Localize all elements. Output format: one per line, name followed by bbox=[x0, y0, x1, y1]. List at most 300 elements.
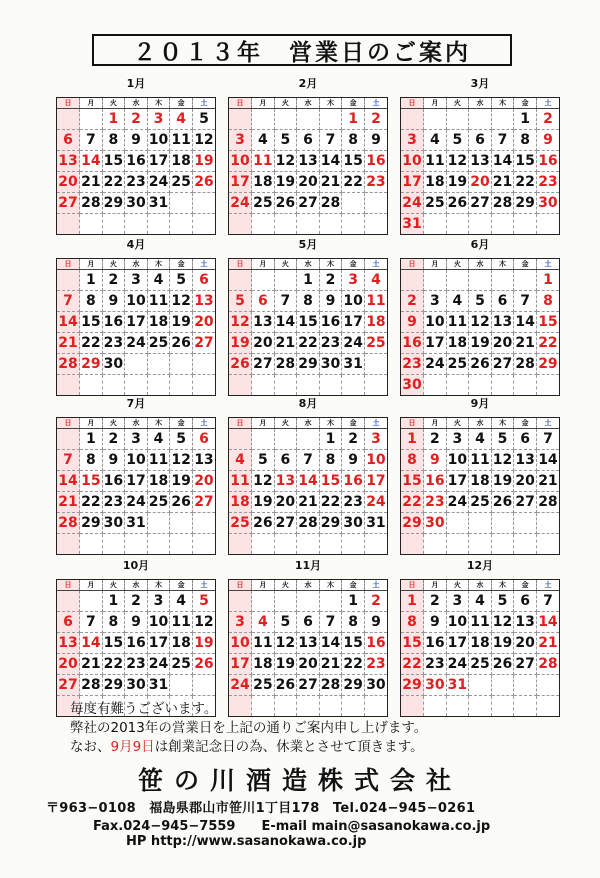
day-cell: 29 bbox=[102, 675, 125, 696]
day-cell bbox=[147, 375, 170, 396]
day-cell: 16 bbox=[536, 151, 559, 172]
day-cell: 2 bbox=[364, 591, 387, 612]
day-cell: 20 bbox=[57, 654, 80, 675]
day-cell: 20 bbox=[514, 471, 537, 492]
day-cell: 20 bbox=[297, 654, 320, 675]
day-cell: 8 bbox=[401, 612, 424, 633]
day-cell bbox=[57, 534, 80, 555]
weekday-header: 土 bbox=[364, 98, 387, 109]
day-cell: 18 bbox=[424, 172, 447, 193]
day-cell: 8 bbox=[102, 612, 125, 633]
day-cell: 6 bbox=[514, 429, 537, 450]
day-cell: 22 bbox=[80, 333, 103, 354]
day-cell: 8 bbox=[342, 130, 365, 151]
day-cell: 4 bbox=[364, 270, 387, 291]
weekday-header: 水 bbox=[297, 418, 320, 429]
day-cell: 2 bbox=[401, 291, 424, 312]
day-cell: 3 bbox=[125, 270, 148, 291]
day-cell bbox=[514, 375, 537, 396]
weekday-header: 日 bbox=[57, 580, 80, 591]
day-cell: 9 bbox=[364, 130, 387, 151]
month-label: 2月 bbox=[298, 77, 318, 90]
day-cell: 21 bbox=[57, 333, 80, 354]
weekday-header: 水 bbox=[469, 259, 492, 270]
day-cell bbox=[364, 354, 387, 375]
month-label: 12月 bbox=[466, 559, 494, 572]
day-cell: 17 bbox=[446, 633, 469, 654]
day-cell: 30 bbox=[125, 675, 148, 696]
day-cell: 25 bbox=[469, 654, 492, 675]
day-cell: 21 bbox=[319, 172, 342, 193]
day-cell: 14 bbox=[57, 471, 80, 492]
weekday-header: 土 bbox=[536, 259, 559, 270]
day-cell: 12 bbox=[192, 130, 215, 151]
day-cell: 25 bbox=[170, 654, 193, 675]
day-cell: 26 bbox=[170, 492, 193, 513]
day-cell: 4 bbox=[252, 130, 275, 151]
day-cell: 12 bbox=[446, 151, 469, 172]
day-cell: 10 bbox=[424, 312, 447, 333]
day-cell: 2 bbox=[102, 429, 125, 450]
month-label: 10月 bbox=[122, 559, 150, 572]
day-cell: 11 bbox=[147, 450, 170, 471]
weekday-header: 火 bbox=[102, 98, 125, 109]
day-cell: 2 bbox=[424, 591, 447, 612]
day-cell: 2 bbox=[125, 109, 148, 130]
day-cell: 8 bbox=[319, 450, 342, 471]
day-cell: 23 bbox=[364, 654, 387, 675]
day-cell: 23 bbox=[342, 492, 365, 513]
month-table bbox=[400, 579, 560, 717]
day-cell bbox=[297, 591, 320, 612]
day-cell: 13 bbox=[469, 151, 492, 172]
day-cell: 18 bbox=[252, 172, 275, 193]
day-cell: 17 bbox=[401, 172, 424, 193]
day-cell: 22 bbox=[342, 654, 365, 675]
day-cell bbox=[192, 354, 215, 375]
day-cell bbox=[536, 675, 559, 696]
day-cell bbox=[446, 214, 469, 235]
day-cell: 1 bbox=[102, 109, 125, 130]
day-cell bbox=[491, 534, 514, 555]
day-cell: 15 bbox=[297, 312, 320, 333]
day-cell: 20 bbox=[297, 172, 320, 193]
day-cell bbox=[469, 109, 492, 130]
day-cell bbox=[125, 214, 148, 235]
note-line-3-post: は創業記念日の為、休業とさせて頂きます。 bbox=[154, 739, 424, 755]
day-cell: 26 bbox=[192, 654, 215, 675]
day-cell: 7 bbox=[536, 429, 559, 450]
day-cell bbox=[364, 534, 387, 555]
day-cell: 29 bbox=[102, 193, 125, 214]
day-cell: 5 bbox=[229, 291, 252, 312]
day-cell: 14 bbox=[536, 450, 559, 471]
day-cell: 5 bbox=[274, 612, 297, 633]
day-cell: 14 bbox=[80, 633, 103, 654]
day-cell: 30 bbox=[125, 193, 148, 214]
day-cell: 6 bbox=[297, 612, 320, 633]
day-cell: 29 bbox=[80, 354, 103, 375]
day-cell: 31 bbox=[125, 513, 148, 534]
day-cell: 29 bbox=[80, 513, 103, 534]
day-cell: 26 bbox=[192, 172, 215, 193]
day-cell: 24 bbox=[424, 354, 447, 375]
day-cell: 11 bbox=[229, 471, 252, 492]
weekday-header: 土 bbox=[536, 418, 559, 429]
day-cell bbox=[192, 214, 215, 235]
day-cell: 6 bbox=[274, 450, 297, 471]
day-cell: 23 bbox=[125, 654, 148, 675]
day-cell: 11 bbox=[469, 450, 492, 471]
day-cell: 4 bbox=[469, 591, 492, 612]
month-table bbox=[56, 97, 216, 235]
day-cell: 23 bbox=[424, 654, 447, 675]
day-cell bbox=[491, 513, 514, 534]
month-label: 8月 bbox=[298, 397, 318, 410]
day-cell: 18 bbox=[147, 471, 170, 492]
day-cell bbox=[274, 109, 297, 130]
weekday-header: 金 bbox=[342, 418, 365, 429]
day-cell: 18 bbox=[469, 471, 492, 492]
day-cell: 31 bbox=[401, 214, 424, 235]
day-cell: 14 bbox=[491, 151, 514, 172]
day-cell: 19 bbox=[491, 471, 514, 492]
day-cell: 24 bbox=[125, 333, 148, 354]
note-line-1: 毎度有難うございます。 bbox=[70, 701, 218, 717]
weekday-header: 水 bbox=[125, 259, 148, 270]
day-cell: 2 bbox=[319, 270, 342, 291]
day-cell: 19 bbox=[170, 471, 193, 492]
day-cell: 28 bbox=[514, 354, 537, 375]
month-table bbox=[228, 417, 388, 555]
day-cell: 1 bbox=[297, 270, 320, 291]
weekday-header: 金 bbox=[342, 580, 365, 591]
day-cell: 31 bbox=[147, 675, 170, 696]
day-cell: 5 bbox=[446, 130, 469, 151]
day-cell bbox=[446, 375, 469, 396]
day-cell: 16 bbox=[102, 471, 125, 492]
weekday-header: 日 bbox=[401, 259, 424, 270]
day-cell: 7 bbox=[80, 612, 103, 633]
weekday-header: 日 bbox=[401, 580, 424, 591]
day-cell: 7 bbox=[491, 130, 514, 151]
day-cell bbox=[491, 214, 514, 235]
day-cell: 25 bbox=[364, 333, 387, 354]
weekday-header: 月 bbox=[252, 580, 275, 591]
day-cell: 19 bbox=[229, 333, 252, 354]
day-cell: 19 bbox=[192, 151, 215, 172]
day-cell: 11 bbox=[147, 291, 170, 312]
day-cell: 14 bbox=[274, 312, 297, 333]
day-cell: 21 bbox=[80, 654, 103, 675]
day-cell bbox=[80, 214, 103, 235]
month-table bbox=[56, 258, 216, 396]
day-cell: 7 bbox=[57, 450, 80, 471]
day-cell: 1 bbox=[342, 109, 365, 130]
day-cell: 6 bbox=[491, 291, 514, 312]
day-cell: 12 bbox=[170, 291, 193, 312]
day-cell: 12 bbox=[469, 312, 492, 333]
weekday-header: 水 bbox=[125, 418, 148, 429]
day-cell: 18 bbox=[229, 492, 252, 513]
day-cell bbox=[536, 513, 559, 534]
day-cell: 13 bbox=[297, 151, 320, 172]
day-cell: 20 bbox=[252, 333, 275, 354]
day-cell: 24 bbox=[229, 193, 252, 214]
day-cell: 13 bbox=[491, 312, 514, 333]
day-cell: 21 bbox=[57, 492, 80, 513]
day-cell bbox=[229, 214, 252, 235]
day-cell: 12 bbox=[252, 471, 275, 492]
day-cell bbox=[252, 109, 275, 130]
day-cell: 23 bbox=[424, 492, 447, 513]
day-cell: 7 bbox=[297, 450, 320, 471]
weekday-header: 金 bbox=[342, 259, 365, 270]
day-cell: 19 bbox=[274, 654, 297, 675]
day-cell: 18 bbox=[170, 633, 193, 654]
day-cell: 4 bbox=[252, 612, 275, 633]
weekday-header: 金 bbox=[514, 418, 537, 429]
weekday-header: 日 bbox=[57, 418, 80, 429]
day-cell: 3 bbox=[342, 270, 365, 291]
day-cell: 1 bbox=[80, 270, 103, 291]
day-cell: 5 bbox=[192, 591, 215, 612]
day-cell bbox=[364, 193, 387, 214]
day-cell: 23 bbox=[401, 354, 424, 375]
day-cell: 30 bbox=[424, 513, 447, 534]
day-cell: 6 bbox=[192, 429, 215, 450]
day-cell bbox=[424, 375, 447, 396]
day-cell bbox=[252, 270, 275, 291]
weekday-header: 月 bbox=[80, 418, 103, 429]
day-cell: 30 bbox=[319, 354, 342, 375]
day-cell: 6 bbox=[57, 130, 80, 151]
day-cell: 29 bbox=[401, 513, 424, 534]
day-cell: 29 bbox=[297, 354, 320, 375]
day-cell: 3 bbox=[401, 130, 424, 151]
day-cell bbox=[229, 270, 252, 291]
day-cell: 17 bbox=[147, 633, 170, 654]
day-cell bbox=[274, 270, 297, 291]
day-cell: 27 bbox=[274, 513, 297, 534]
day-cell: 17 bbox=[229, 172, 252, 193]
day-cell: 22 bbox=[319, 492, 342, 513]
weekday-header: 日 bbox=[229, 98, 252, 109]
day-cell: 31 bbox=[446, 675, 469, 696]
day-cell: 28 bbox=[80, 193, 103, 214]
day-cell: 12 bbox=[229, 312, 252, 333]
day-cell: 20 bbox=[57, 172, 80, 193]
weekday-header: 土 bbox=[364, 418, 387, 429]
day-cell: 17 bbox=[125, 471, 148, 492]
day-cell: 24 bbox=[125, 492, 148, 513]
day-cell: 12 bbox=[274, 151, 297, 172]
weekday-header: 日 bbox=[401, 98, 424, 109]
day-cell bbox=[192, 675, 215, 696]
day-cell: 11 bbox=[446, 312, 469, 333]
day-cell: 14 bbox=[536, 612, 559, 633]
day-cell: 28 bbox=[80, 675, 103, 696]
day-cell bbox=[364, 375, 387, 396]
day-cell: 17 bbox=[446, 471, 469, 492]
day-cell: 4 bbox=[446, 291, 469, 312]
weekday-header: 火 bbox=[102, 580, 125, 591]
day-cell: 11 bbox=[170, 612, 193, 633]
day-cell: 14 bbox=[80, 151, 103, 172]
month-table bbox=[228, 579, 388, 717]
day-cell bbox=[192, 513, 215, 534]
day-cell: 24 bbox=[446, 654, 469, 675]
day-cell bbox=[229, 109, 252, 130]
day-cell: 29 bbox=[536, 354, 559, 375]
weekday-header: 火 bbox=[102, 259, 125, 270]
day-cell: 5 bbox=[491, 591, 514, 612]
note-line-2: 弊社の2013年の営業日を上記の通りご案内申し上げます。 bbox=[70, 720, 428, 736]
day-cell: 12 bbox=[491, 450, 514, 471]
day-cell: 1 bbox=[514, 109, 537, 130]
day-cell: 15 bbox=[342, 151, 365, 172]
day-cell: 16 bbox=[424, 633, 447, 654]
day-cell: 3 bbox=[147, 591, 170, 612]
day-cell bbox=[147, 214, 170, 235]
weekday-header: 日 bbox=[229, 580, 252, 591]
day-cell: 21 bbox=[491, 172, 514, 193]
day-cell: 31 bbox=[364, 513, 387, 534]
weekday-header: 月 bbox=[424, 580, 447, 591]
day-cell: 16 bbox=[319, 312, 342, 333]
day-cell: 24 bbox=[446, 492, 469, 513]
weekday-header: 日 bbox=[229, 418, 252, 429]
month-table bbox=[400, 97, 560, 235]
day-cell: 1 bbox=[401, 429, 424, 450]
day-cell: 9 bbox=[125, 612, 148, 633]
day-cell: 20 bbox=[514, 633, 537, 654]
day-cell: 8 bbox=[297, 291, 320, 312]
day-cell: 13 bbox=[514, 612, 537, 633]
day-cell: 17 bbox=[147, 151, 170, 172]
day-cell: 27 bbox=[469, 193, 492, 214]
day-cell: 21 bbox=[274, 333, 297, 354]
weekday-header: 日 bbox=[57, 259, 80, 270]
day-cell: 22 bbox=[102, 654, 125, 675]
day-cell bbox=[319, 214, 342, 235]
day-cell: 4 bbox=[469, 429, 492, 450]
weekday-header: 木 bbox=[319, 98, 342, 109]
day-cell: 24 bbox=[147, 654, 170, 675]
day-cell: 25 bbox=[469, 492, 492, 513]
day-cell bbox=[125, 354, 148, 375]
weekday-header: 月 bbox=[252, 98, 275, 109]
day-cell: 22 bbox=[401, 654, 424, 675]
day-cell: 30 bbox=[102, 513, 125, 534]
day-cell: 1 bbox=[536, 270, 559, 291]
day-cell: 3 bbox=[229, 130, 252, 151]
day-cell: 3 bbox=[424, 291, 447, 312]
day-cell: 13 bbox=[192, 291, 215, 312]
day-cell: 27 bbox=[297, 193, 320, 214]
weekday-header: 月 bbox=[424, 259, 447, 270]
day-cell: 20 bbox=[491, 333, 514, 354]
month-label: 6月 bbox=[470, 238, 490, 251]
day-cell bbox=[57, 375, 80, 396]
weekday-header: 水 bbox=[297, 98, 320, 109]
day-cell: 7 bbox=[274, 291, 297, 312]
day-cell: 28 bbox=[536, 654, 559, 675]
day-cell: 1 bbox=[342, 591, 365, 612]
month-table bbox=[56, 579, 216, 717]
day-cell bbox=[469, 214, 492, 235]
day-cell bbox=[170, 675, 193, 696]
day-cell bbox=[536, 534, 559, 555]
day-cell: 7 bbox=[514, 291, 537, 312]
day-cell: 16 bbox=[401, 333, 424, 354]
day-cell: 22 bbox=[401, 492, 424, 513]
day-cell bbox=[125, 534, 148, 555]
day-cell bbox=[229, 591, 252, 612]
day-cell bbox=[514, 675, 537, 696]
day-cell: 3 bbox=[364, 429, 387, 450]
day-cell: 10 bbox=[401, 151, 424, 172]
weekday-header: 水 bbox=[469, 418, 492, 429]
weekday-header: 金 bbox=[342, 98, 365, 109]
day-cell: 6 bbox=[57, 612, 80, 633]
day-cell: 16 bbox=[125, 633, 148, 654]
homepage: HP http://www.sasanokawa.co.jp bbox=[126, 834, 367, 849]
day-cell bbox=[80, 534, 103, 555]
day-cell bbox=[514, 534, 537, 555]
day-cell bbox=[57, 591, 80, 612]
weekday-header: 木 bbox=[491, 580, 514, 591]
day-cell: 28 bbox=[297, 513, 320, 534]
day-cell: 21 bbox=[536, 633, 559, 654]
page-title: ２０１３年 営業日のご案内 bbox=[92, 34, 512, 66]
weekday-header: 木 bbox=[147, 580, 170, 591]
day-cell: 22 bbox=[342, 172, 365, 193]
weekday-header: 日 bbox=[401, 418, 424, 429]
day-cell: 23 bbox=[125, 172, 148, 193]
weekday-header: 木 bbox=[491, 418, 514, 429]
day-cell: 6 bbox=[514, 591, 537, 612]
day-cell: 26 bbox=[274, 193, 297, 214]
month-table bbox=[400, 417, 560, 555]
day-cell bbox=[319, 375, 342, 396]
day-cell: 26 bbox=[491, 654, 514, 675]
day-cell: 27 bbox=[514, 492, 537, 513]
day-cell: 28 bbox=[57, 513, 80, 534]
weekday-header: 木 bbox=[147, 98, 170, 109]
day-cell: 2 bbox=[125, 591, 148, 612]
day-cell: 19 bbox=[192, 633, 215, 654]
day-cell: 15 bbox=[102, 151, 125, 172]
day-cell: 29 bbox=[514, 193, 537, 214]
day-cell: 26 bbox=[170, 333, 193, 354]
weekday-header: 土 bbox=[364, 580, 387, 591]
weekday-header: 土 bbox=[536, 580, 559, 591]
day-cell: 27 bbox=[57, 675, 80, 696]
day-cell: 13 bbox=[57, 151, 80, 172]
day-cell: 3 bbox=[446, 429, 469, 450]
day-cell bbox=[57, 270, 80, 291]
weekday-header: 火 bbox=[446, 98, 469, 109]
day-cell: 4 bbox=[170, 591, 193, 612]
day-cell bbox=[57, 429, 80, 450]
day-cell: 26 bbox=[274, 675, 297, 696]
weekday-header: 日 bbox=[229, 259, 252, 270]
day-cell: 19 bbox=[491, 633, 514, 654]
day-cell: 30 bbox=[342, 513, 365, 534]
day-cell: 9 bbox=[536, 130, 559, 151]
day-cell bbox=[102, 534, 125, 555]
